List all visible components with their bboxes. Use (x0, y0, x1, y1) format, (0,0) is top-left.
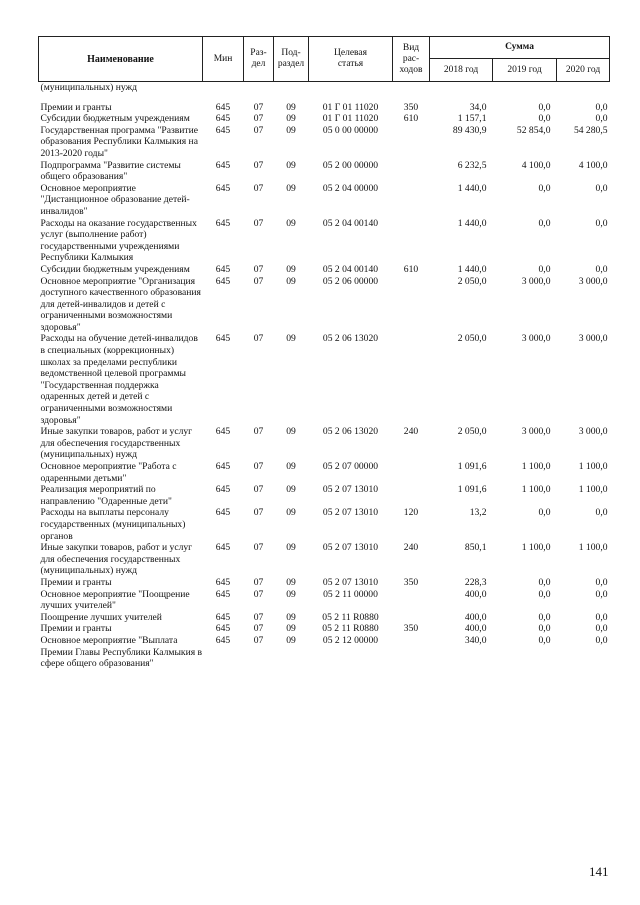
row-min-cell: 645 (215, 113, 231, 125)
header-year-2018: 2018 год (430, 59, 493, 82)
header-razdel: Раз- дел (244, 37, 274, 82)
row-2018-cell: 1 440,0 (457, 182, 487, 194)
row-name-cell: Подпрограмма "Развитие системы общего образования" (40, 159, 181, 183)
table-row (39, 218, 610, 264)
row-2020-cell: 1 100,0 (578, 542, 608, 554)
row-podrazdel-cell (274, 94, 309, 102)
row-vid-cell: 120 (403, 507, 419, 519)
row-2019-cell (493, 82, 557, 94)
row-celevaya-cell: 05 2 07 00000 (322, 461, 379, 472)
table-row (39, 276, 610, 334)
table-row (39, 461, 610, 484)
row-2020-cell: 1 100,0 (578, 484, 608, 496)
row-min-cell (203, 94, 244, 102)
row-min-cell: 645 (215, 588, 231, 600)
table-row (39, 183, 610, 218)
row-celevaya-cell: 05 2 00 00000 (322, 159, 379, 171)
row-2020-cell: 3 000,0 (578, 333, 608, 345)
row-min-cell: 645 (215, 217, 231, 229)
row-2019-cell: 0,0 (538, 113, 551, 125)
row-2020-cell: 3 000,0 (578, 426, 608, 438)
budget-table (38, 36, 610, 670)
row-2020-cell: 4 100,0 (578, 159, 608, 171)
row-min-cell (203, 82, 244, 94)
row-vid-cell (393, 484, 430, 507)
row-razdel-cell: 07 (253, 124, 264, 136)
row-podrazdel-cell: 09 (286, 182, 296, 194)
row-podrazdel-cell: 09 (286, 263, 296, 275)
table-header (39, 37, 610, 82)
row-celevaya-cell (309, 94, 393, 102)
row-2018-cell: 13,2 (469, 507, 487, 519)
row-podrazdel-cell: 09 (286, 275, 296, 287)
row-razdel-cell: 07 (253, 576, 264, 588)
row-name-cell: Расходы на оказание государственных услуг (выполнение работ) государственными учреждениями Республики Калмыкия (40, 217, 197, 264)
row-2020-cell: 54 280,5 (573, 124, 608, 136)
row-min-cell: 645 (215, 576, 231, 588)
table-row (39, 94, 610, 102)
row-name-cell: Основное мероприятие "Выплата Премии Главы Республики Калмыкия в сфере общего образования" (40, 634, 203, 670)
row-celevaya-cell: 05 2 07 13010 (322, 507, 379, 519)
row-podrazdel-cell: 09 (286, 461, 296, 472)
row-podrazdel-cell: 09 (286, 623, 296, 635)
row-2020-cell (557, 82, 610, 94)
header-min: Мин (203, 37, 244, 82)
row-name-cell: Расходы на обучение детей-инвалидов в специальных (коррекционных) школах за пределами республики ведомственной целевой программы "Государственная поддержка одаренных детей и детей с ограниченными возможностями здоровья" (40, 333, 198, 426)
row-min-cell: 645 (215, 484, 231, 496)
row-celevaya-cell (309, 82, 393, 94)
row-podrazdel-cell: 09 (286, 542, 296, 554)
row-razdel-cell: 07 (253, 333, 264, 345)
row-vid-cell (393, 160, 430, 183)
row-2019-cell: 0,0 (538, 611, 551, 623)
row-min-cell: 645 (215, 507, 231, 519)
row-name-cell: Субсидии бюджетным учреждениям (40, 113, 190, 125)
row-2020-cell: 3 000,0 (578, 275, 608, 287)
header-summa: Сумма (430, 37, 610, 59)
row-razdel-cell: 07 (253, 542, 264, 554)
row-razdel-cell: 07 (253, 507, 264, 519)
row-2018-cell: 1 091,6 (457, 484, 487, 496)
row-vid-cell (393, 276, 430, 334)
row-name-cell: Поощрение лучших учителей (40, 611, 162, 623)
table-row (39, 589, 610, 612)
row-2019-cell: 0,0 (538, 507, 551, 519)
row-vid-cell (393, 218, 430, 264)
row-2020-cell: 0,0 (595, 217, 608, 229)
row-celevaya-cell: 05 0 00 00000 (322, 124, 379, 136)
row-vid-cell (393, 82, 430, 94)
table-row (39, 542, 610, 577)
page-number: 141 (589, 864, 609, 879)
row-celevaya-cell: 05 2 04 00000 (322, 182, 379, 194)
row-vid-cell: 350 (403, 101, 419, 113)
row-podrazdel-cell: 09 (286, 576, 296, 588)
row-vid-cell: 350 (403, 623, 419, 635)
row-2018-cell: 1 157,1 (457, 113, 487, 125)
row-razdel-cell: 07 (253, 426, 264, 438)
row-min-cell: 645 (215, 426, 231, 438)
row-razdel-cell: 07 (253, 623, 264, 635)
row-min-cell: 645 (215, 623, 231, 635)
row-2020-cell: 0,0 (595, 507, 608, 519)
row-vid-cell (393, 94, 430, 102)
row-2018-cell: 400,0 (464, 623, 487, 635)
row-razdel-cell: 07 (253, 217, 264, 229)
row-min-cell: 645 (215, 333, 231, 345)
row-razdel-cell (244, 94, 274, 102)
row-name-cell: Основное мероприятие "Дистанционное образование детей-инвалидов" (40, 182, 190, 217)
row-2019-cell: 0,0 (538, 217, 551, 229)
row-2018-cell: 6 232,5 (457, 159, 487, 171)
row-razdel-cell: 07 (253, 263, 264, 275)
row-2019-cell: 0,0 (538, 263, 551, 275)
row-2020-cell: 0,0 (595, 263, 608, 275)
table-row (39, 160, 610, 183)
table-row (39, 125, 610, 160)
row-razdel-cell: 07 (253, 611, 264, 623)
row-podrazdel-cell: 09 (286, 159, 296, 171)
row-vid-cell (393, 333, 430, 426)
row-razdel-cell: 07 (253, 634, 264, 646)
row-podrazdel-cell: 09 (286, 333, 296, 345)
row-vid-cell: 240 (403, 426, 419, 438)
row-2020-cell: 0,0 (595, 113, 608, 125)
row-2019-cell: 1 100,0 (521, 484, 551, 496)
row-celevaya-cell: 05 2 06 13020 (322, 333, 379, 345)
table-row (39, 333, 610, 426)
row-vid-cell (393, 589, 430, 612)
table-row (39, 82, 610, 94)
row-celevaya-cell: 05 2 12 00000 (322, 634, 379, 646)
row-2018-cell: 2 050,0 (457, 275, 487, 287)
row-podrazdel-cell: 09 (286, 426, 296, 438)
row-2020-cell: 0,0 (595, 101, 608, 113)
row-podrazdel-cell: 09 (286, 124, 296, 136)
row-celevaya-cell: 05 2 11 R0880 (322, 611, 379, 623)
row-vid-cell (393, 612, 430, 624)
row-celevaya-cell: 05 2 04 00140 (322, 217, 379, 229)
table-row (39, 426, 610, 461)
row-podrazdel-cell: 09 (286, 634, 296, 646)
row-2020-cell: 0,0 (595, 576, 608, 588)
row-name-cell: (муниципальных) нужд (40, 82, 138, 93)
table-row (39, 612, 610, 624)
row-min-cell: 645 (215, 124, 231, 136)
row-name-cell: Основное мероприятие "Организация доступного качественного образования для детей-инвалидов и детей с ограниченными возможностями здоровья" (40, 275, 201, 333)
row-name-cell: Премии и гранты (40, 623, 112, 635)
row-2020-cell: 0,0 (595, 182, 608, 194)
table-row (39, 102, 610, 114)
row-2019-cell: 0,0 (538, 576, 551, 588)
row-razdel-cell: 07 (253, 275, 264, 287)
row-2020-cell: 1 100,0 (578, 461, 608, 472)
row-name-cell: Основное мероприятие "Поощрение лучших учителей" (40, 588, 190, 612)
row-min-cell: 645 (215, 634, 231, 646)
row-2019-cell: 0,0 (538, 634, 551, 646)
row-2019-cell: 52 854,0 (516, 124, 551, 136)
row-celevaya-cell: 01 Г 01 11020 (322, 113, 379, 125)
row-razdel-cell: 07 (253, 588, 264, 600)
row-celevaya-cell: 05 2 07 13010 (322, 542, 379, 554)
row-razdel-cell: 07 (253, 113, 264, 125)
row-razdel-cell: 07 (253, 461, 264, 472)
row-razdel-cell: 07 (253, 484, 264, 496)
table-row (39, 623, 610, 635)
row-2018-cell: 1 440,0 (457, 217, 487, 229)
row-min-cell: 645 (215, 611, 231, 623)
row-vid-cell: 610 (403, 113, 419, 125)
row-2018-cell (430, 82, 493, 94)
row-min-cell: 645 (215, 182, 231, 194)
row-vid-cell (393, 183, 430, 218)
row-2018-cell: 1 440,0 (457, 263, 487, 275)
row-2018-cell: 850,1 (464, 542, 487, 554)
row-celevaya-cell: 05 2 07 13010 (322, 576, 379, 588)
row-name-cell: Иные закупки товаров, работ и услуг для обеспечения государственных (муниципальных) нужд (40, 542, 193, 577)
row-2019-cell: 0,0 (538, 588, 551, 600)
row-podrazdel-cell: 09 (286, 101, 296, 113)
row-name-cell: Основное мероприятие "Работа с одаренными детьми" (40, 461, 177, 484)
row-razdel-cell: 07 (253, 101, 264, 113)
header-name: Наименование (39, 37, 203, 82)
row-razdel-cell: 07 (253, 159, 264, 171)
header-podrazdel: Под- раздел (274, 37, 309, 82)
table-row (39, 577, 610, 589)
row-name-cell: Государственная программа "Развитие образования Республики Калмыкия на 2013-2020 годы" (40, 124, 199, 159)
row-2018-cell: 2 050,0 (457, 333, 487, 345)
row-2018-cell: 2 050,0 (457, 426, 487, 438)
row-min-cell: 645 (215, 461, 231, 472)
row-podrazdel-cell: 09 (286, 484, 296, 496)
row-2019-cell: 0,0 (538, 101, 551, 113)
row-2018-cell: 89 430,9 (452, 124, 487, 136)
row-2018-cell (430, 94, 493, 102)
row-min-cell: 645 (215, 275, 231, 287)
row-2019-cell: 1 100,0 (521, 461, 551, 472)
row-2018-cell: 400,0 (464, 588, 487, 600)
row-min-cell: 645 (215, 159, 231, 171)
row-2018-cell: 228,3 (464, 576, 487, 588)
row-name-cell: Реализация мероприятий по направлению "Одаренные дети" (40, 484, 172, 507)
table-body (39, 82, 610, 670)
row-name-cell: Премии и гранты (40, 576, 112, 588)
row-name-cell: Расходы на выплаты персоналу государственных (муниципальных) органов (40, 507, 186, 542)
row-name-cell: Субсидии бюджетным учреждениям (40, 263, 190, 275)
row-2019-cell: 0,0 (538, 623, 551, 635)
row-vid-cell (393, 635, 430, 670)
row-2019-cell: 1 100,0 (521, 542, 551, 554)
row-celevaya-cell: 01 Г 01 11020 (322, 101, 379, 113)
row-name-cell (39, 94, 203, 102)
row-2020-cell: 0,0 (595, 623, 608, 635)
row-podrazdel-cell: 09 (286, 113, 296, 125)
row-2019-cell (493, 94, 557, 102)
row-vid-cell: 240 (403, 542, 419, 554)
table-row (39, 635, 610, 670)
row-2019-cell: 3 000,0 (521, 426, 551, 438)
row-celevaya-cell: 05 2 04 00140 (322, 263, 379, 275)
row-min-cell: 645 (215, 101, 231, 113)
row-vid-cell (393, 461, 430, 484)
header-vid: Вид рас- ходов (393, 37, 430, 82)
row-vid-cell: 610 (403, 263, 419, 275)
row-2018-cell: 340,0 (464, 634, 487, 646)
row-podrazdel-cell (274, 82, 309, 94)
table-row (39, 484, 610, 507)
row-razdel-cell: 07 (253, 182, 264, 194)
row-podrazdel-cell: 09 (286, 507, 296, 519)
row-2019-cell: 0,0 (538, 182, 551, 194)
row-2019-cell: 3 000,0 (521, 275, 551, 287)
row-vid-cell (393, 125, 430, 160)
header-year-2020: 2020 год (557, 59, 610, 82)
table-row (39, 113, 610, 125)
row-celevaya-cell: 05 2 11 00000 (323, 588, 378, 600)
row-celevaya-cell: 05 2 07 13010 (322, 484, 379, 496)
row-2019-cell: 3 000,0 (521, 333, 551, 345)
header-year-2019: 2019 год (493, 59, 557, 82)
row-2020-cell: 0,0 (595, 611, 608, 623)
row-celevaya-cell: 05 2 06 00000 (322, 275, 379, 287)
row-2018-cell: 400,0 (464, 611, 487, 623)
row-podrazdel-cell: 09 (286, 217, 296, 229)
row-podrazdel-cell: 09 (286, 588, 296, 600)
header-celevaya: Целевая статья (309, 37, 393, 82)
row-name-cell: Иные закупки товаров, работ и услуг для обеспечения государственных (муниципальных) нужд (40, 426, 193, 461)
row-2019-cell: 4 100,0 (521, 159, 551, 171)
row-2020-cell (557, 94, 610, 102)
row-min-cell: 645 (215, 263, 231, 275)
row-2020-cell: 0,0 (595, 588, 608, 600)
row-celevaya-cell: 05 2 06 13020 (322, 426, 379, 438)
row-celevaya-cell: 05 2 11 R0880 (322, 623, 379, 635)
row-vid-cell: 350 (403, 576, 419, 588)
row-2018-cell: 34,0 (469, 101, 487, 113)
row-2018-cell: 1 091,6 (457, 461, 487, 472)
row-2020-cell: 0,0 (595, 634, 608, 646)
row-razdel-cell (244, 82, 274, 94)
row-podrazdel-cell: 09 (286, 611, 296, 623)
table-row (39, 507, 610, 542)
table-row (39, 264, 610, 276)
row-min-cell: 645 (215, 542, 231, 554)
row-name-cell: Премии и гранты (40, 101, 112, 113)
